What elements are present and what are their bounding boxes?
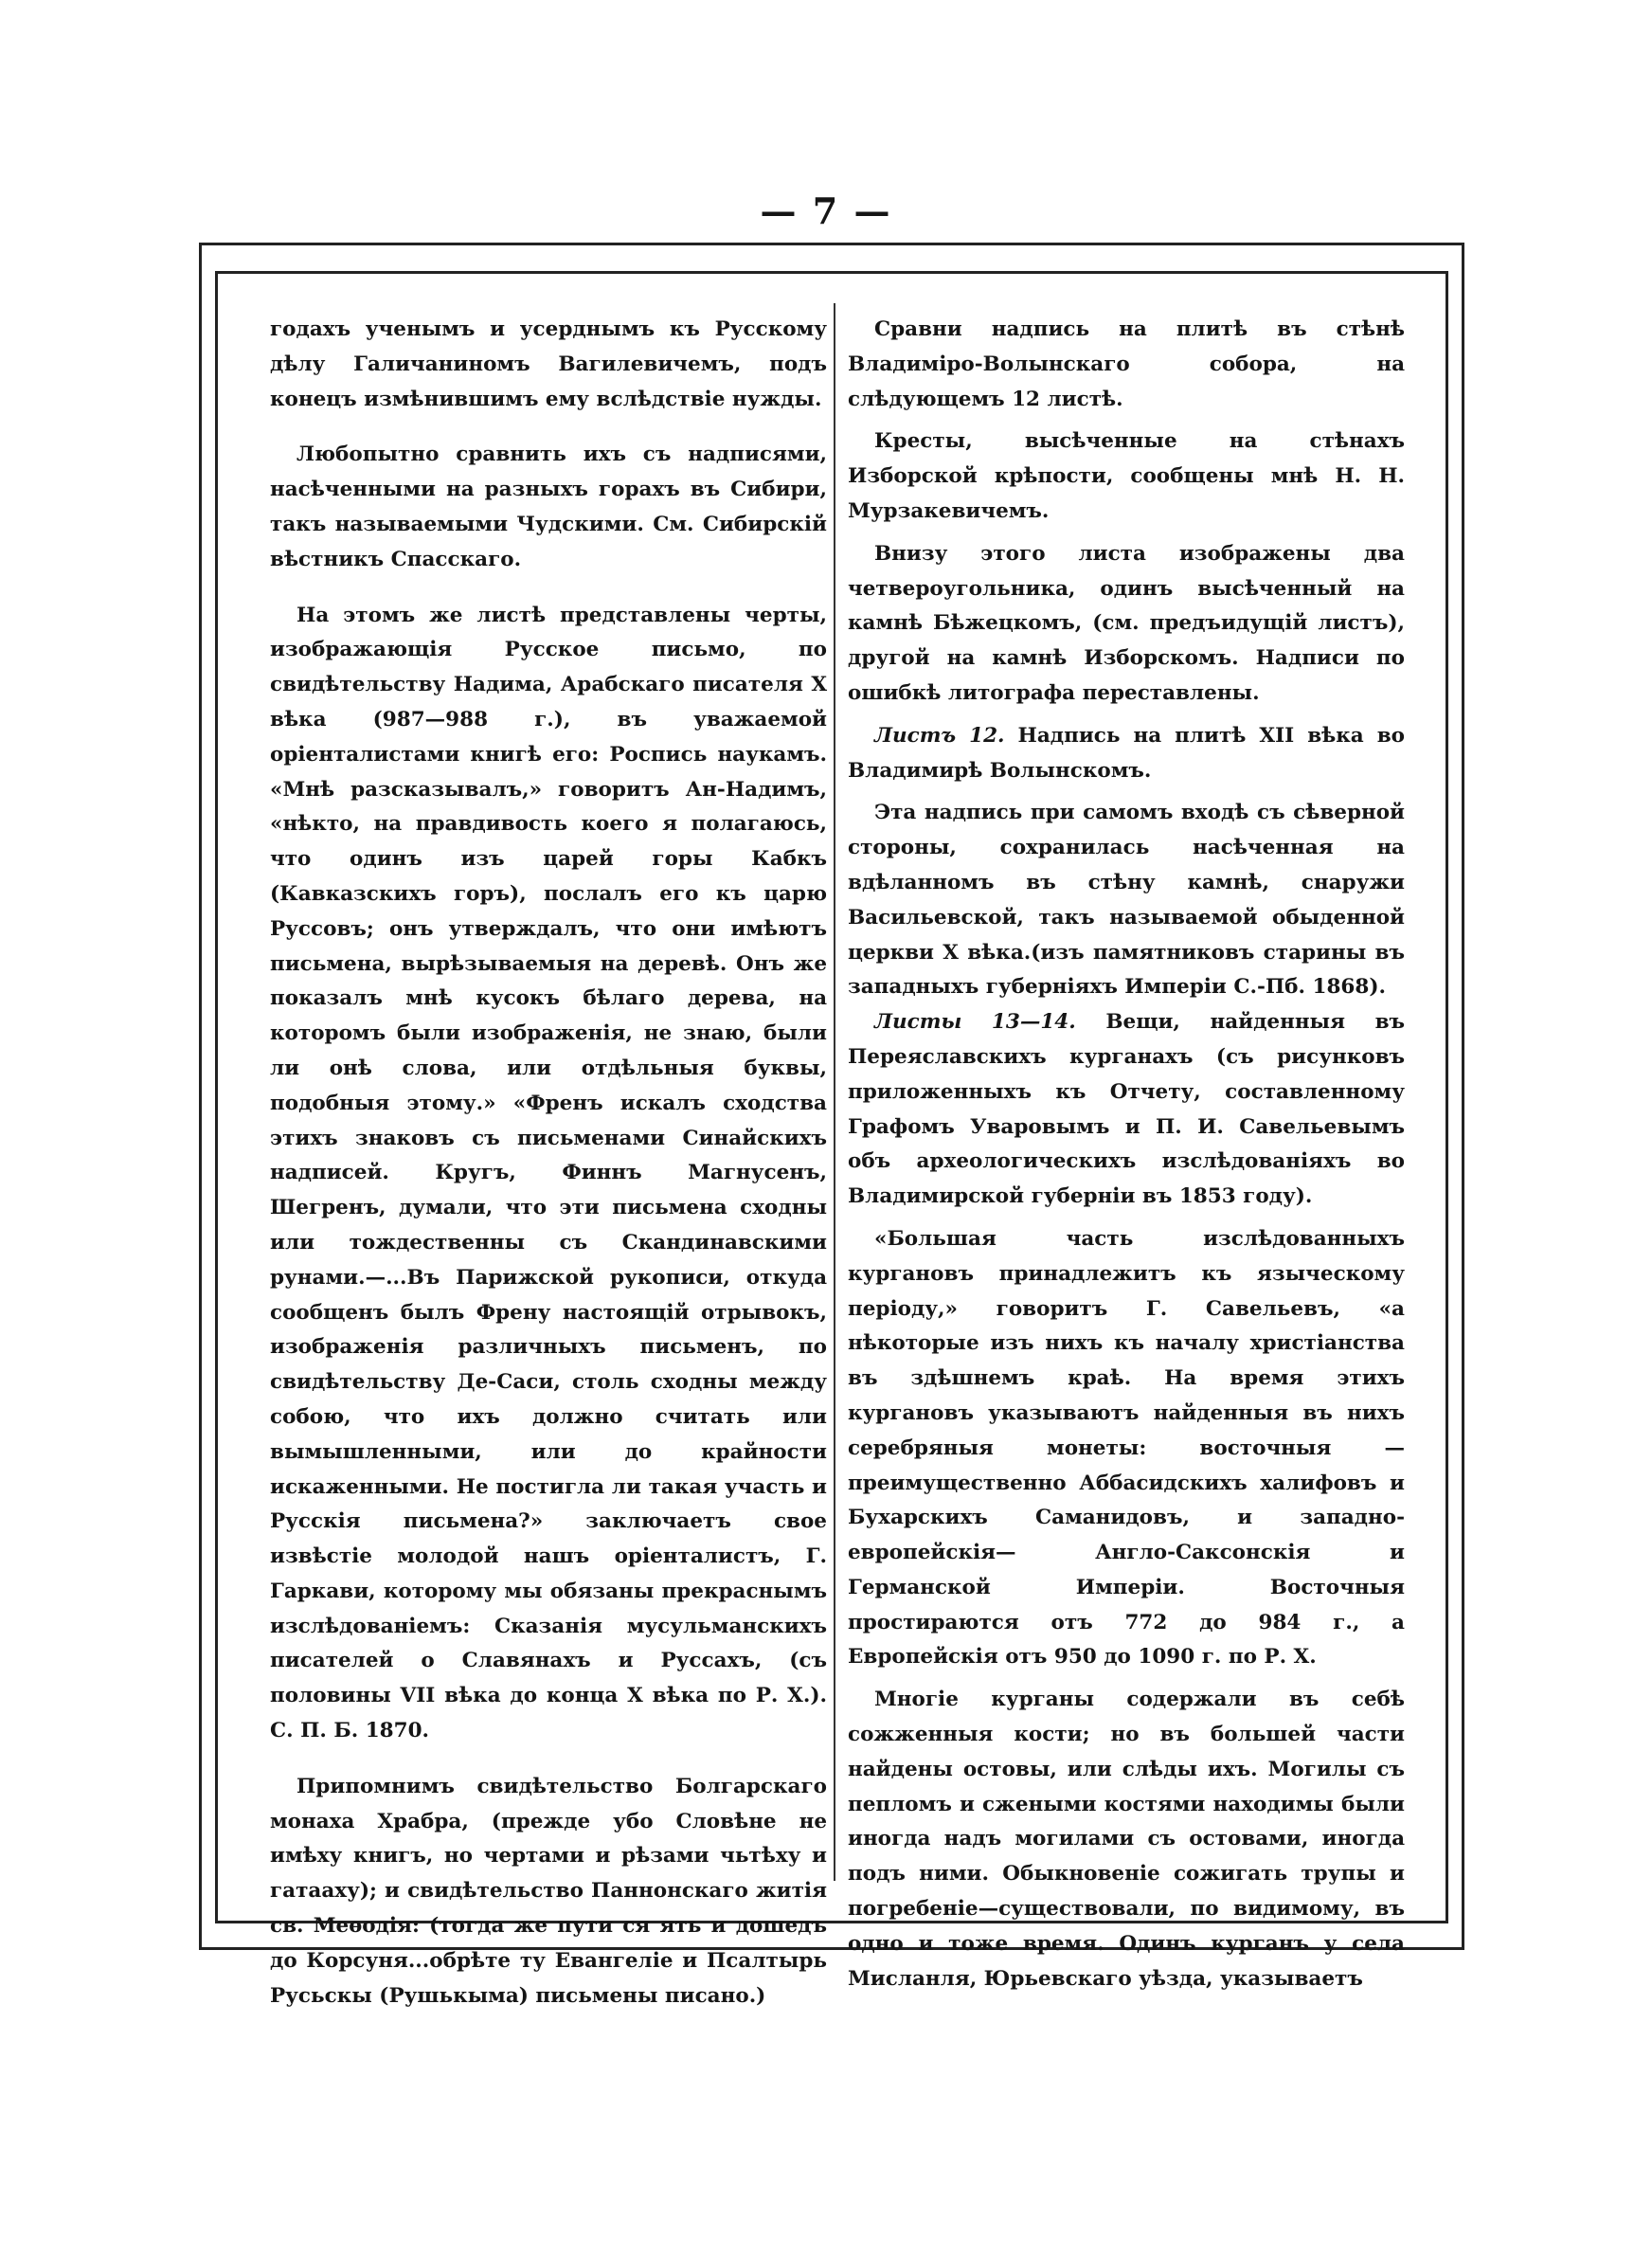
left-column: [270, 313, 827, 2008]
sheet-13-label: Листы 13—14.: [874, 1010, 1076, 1035]
left-paragraph-3: На этомъ же листѣ представлены черты, изображающія Русское письмо, по свидѣтельству Надима, Арабскаго писателя X вѣка (987—988 г.), въ уважаемой оріенталистами книгѣ его: Роспись наукамъ. «Мнѣ разсказывалъ,» говоритъ Ан-Надимъ, «нѣкто, на правдивость коего я полагаюсь, что одинъ изъ царей горы Кабкъ (Кавказскихъ горъ), послалъ его къ царю Руссовъ; онъ утверждалъ, что они имѣютъ письмена, вырѣзываемыя на деревѣ. Онъ же показалъ мнѣ кусокъ бѣлаго дерева, на которомъ были изображенія, не знаю, были ли онѣ слова, или отдѣльныя буквы, подобныя этому.» «Френъ искалъ сходства этихъ знаковъ съ письменами Синайскихъ надписей. Кругъ, Финнъ Магнусенъ, Шегренъ, думали, что эти письмена сходны или тождественны съ Скандинавскими рунами.—...Въ Парижской рукописи, откуда сообщенъ былъ Френу настоящій отрывокъ, изображенія различныхъ письменъ, по свидѣтельству Де-Саси, столь сходны между собою, что ихъ должно считать или вымышленными, или до крайности искаженными. Не постигла ли такая участь и Русскія письмена?» заключаетъ свое извѣстіе молодой нашъ оріенталистъ, Г. Гаркави, которому мы обязаны прекраснымъ изслѣдованіемъ: Сказанія мусульманскихъ писателей о Славянахъ и Руссахъ, (съ половины VII вѣка до конца X вѣка по Р. Х.). С. П. Б. 1870.: [270, 603, 827, 1743]
right-paragraph-4: Эта надпись при самомъ входѣ съ сѣверной стороны, сохранилась насѣченная на вдѣланномъ въ стѣну камнѣ, снаружи Васильевской, такъ называемой обыденной церкви X вѣка.(изъ памятниковъ старины въ западныхъ губерніяхъ Имперіи С.-Пб. 1868).: [848, 801, 1405, 1000]
page-number: — 7 —: [760, 190, 892, 232]
left-paragraph-4: Припомнимъ свидѣтельство Болгарскаго монаха Храбра, (прежде убо Словѣне не имѣху книгъ, но чертами и рѣзами чьтѣху и гатааху); и свидѣтельство Паннонскаго житія св. Меѳодія: (тогда же пути ся ять и дошедъ до Корсуня...обрѣте ту Евангеліе и Псалтырь Русьскы (Рушькыма) письмены писано.): [270, 1774, 827, 2008]
column-divider: [834, 303, 835, 1881]
right-paragraph-2: Кресты, высѣченные на стѣнахъ Изборской крѣпости, сообщены мнѣ Н. Н. Мурзакевичемъ.: [848, 429, 1405, 523]
right-paragraph-6: Многіе курганы содержали въ себѣ сожженныя кости; но въ большей части найдены остовы, или слѣды ихъ. Могилы съ пепломъ и сжеными костями находимы были иногда надъ могилами съ остовами, иногда подъ ними. Обыкновеніе сожигать трупы и погребеніе—существовали, по видимому, въ одно и тоже время. Одинъ курганъ у села Мисланля, Юрьевскаго уѣзда, указываетъ: [848, 1688, 1405, 1991]
left-paragraph-1: годахъ ученымъ и усерднымъ къ Русскому дѣлу Галичаниномъ Вагилевичемъ, подъ конецъ измѣнившимъ ему вслѣдствіе нужды.: [270, 317, 827, 411]
right-paragraph-sheet-13: [848, 1005, 1405, 1215]
sheet-12-label: Листъ 12.: [874, 723, 1005, 748]
sheet-12-text: Надпись на плитѣ XII вѣка во Владимирѣ Волынскомъ.: [848, 723, 1405, 783]
right-paragraph-sheet-12: [848, 719, 1405, 789]
right-paragraph-1: Сравни надпись на плитѣ въ стѣнѣ Владиміро-Волынскаго собора, на слѣдующемъ 12 листѣ.: [848, 317, 1405, 411]
left-paragraph-2: Любопытно сравнить ихъ съ надписями, насѣченными на разныхъ горахъ въ Сибири, такъ называемыми Чудскими. См. Сибирскій вѣстникъ Спасскаго.: [270, 442, 827, 571]
sheet-13-text: Вещи, найденныя въ Переяславскихъ курганахъ (съ рисунковъ приложенныхъ къ Отчету, составленному Графомъ Уваровымъ и П. И. Савельевымъ объ археологическихъ изслѣдованіяхъ во Владимирской губерніи въ 1853 году).: [848, 1010, 1405, 1209]
right-paragraph-3: Внизу этого листа изображены два четвероугольника, одинъ высѣченный на камнѣ Бѣжецкомъ, (см. предъидущій листъ), другой на камнѣ Изборскомъ. Надписи по ошибкѣ литографа переставлены.: [848, 541, 1405, 705]
right-column: [848, 313, 1405, 1991]
right-paragraph-5: «Большая часть изслѣдованныхъ кургановъ принадлежитъ къ языческому періоду,» говоритъ Г. Савельевъ, «а нѣкоторые изъ нихъ къ началу христіанства въ здѣшнемъ краѣ. На время этихъ кургановъ указываютъ найденныя въ нихъ серебряныя монеты: восточныя — преимущественно Аббасидскихъ халифовъ и Бухарскихъ Саманидовъ, и западно-европейскія— Англо-Саксонскія и Германской Имперіи. Восточныя простираются отъ 772 до 984 г., а Европейскія отъ 950 до 1090 г. по Р. Х.: [848, 1226, 1405, 1670]
